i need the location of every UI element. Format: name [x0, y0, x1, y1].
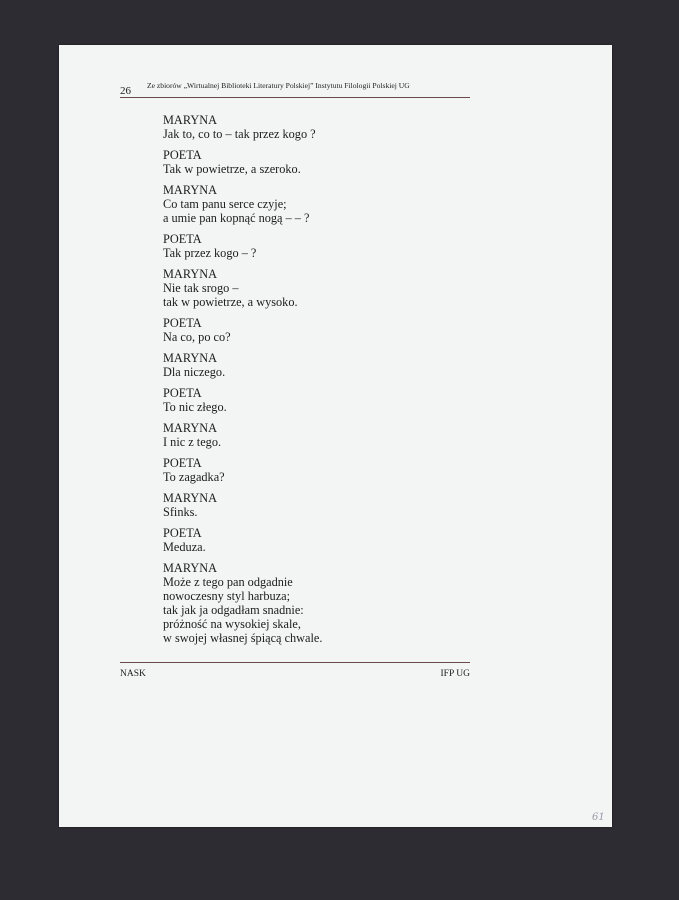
speaker-name: MARYNA — [163, 491, 217, 505]
dialogue-block — [163, 183, 473, 225]
verse-line: próżność na wysokiej skale, — [163, 617, 301, 631]
page-number: 26 — [120, 85, 131, 97]
speaker-name: MARYNA — [163, 183, 217, 197]
verse-line: nowoczesny styl harbuza; — [163, 589, 291, 603]
speaker-name: POETA — [163, 526, 202, 540]
verse-line: Może z tego pan odgadnie — [163, 575, 293, 589]
dialogue-block — [163, 316, 473, 344]
speaker-name: POETA — [163, 386, 202, 400]
speaker-name: MARYNA — [163, 421, 217, 435]
handwritten-page-mark: 61 — [592, 812, 605, 823]
verse-line: Meduza. — [163, 540, 206, 554]
header-title: Ze zbiorów „Wirtualnej Biblioteki Literatury Polskiej” Instytutu Filologii Polskiej UG — [147, 81, 410, 90]
speaker-name: POETA — [163, 456, 202, 470]
verse-line: w swojej własnej śpiącą chwale. — [163, 631, 323, 645]
running-header — [120, 83, 470, 98]
dialogue-block — [163, 232, 473, 260]
footer-rule — [120, 662, 470, 663]
verse-line: To zagadka? — [163, 470, 225, 484]
verse-line: Tak w powietrze, a szeroko. — [163, 162, 301, 176]
speaker-name: MARYNA — [163, 113, 217, 127]
document-page — [59, 45, 612, 827]
verse-line: tak jak ja odgadłam snadnie: — [163, 603, 304, 617]
dialogue-block — [163, 148, 473, 176]
dialogue-text — [163, 113, 473, 652]
dialogue-block — [163, 456, 473, 484]
verse-line: Sfinks. — [163, 505, 198, 519]
verse-line: I nic z tego. — [163, 435, 222, 449]
dialogue-block — [163, 113, 473, 141]
dialogue-block — [163, 491, 473, 519]
speaker-name: POETA — [163, 316, 202, 330]
verse-line: Co tam panu serce czyje; — [163, 197, 287, 211]
footer-right-label: IFP UG — [440, 669, 470, 679]
verse-line: a umie pan kopnąć nogą – – ? — [163, 211, 310, 225]
verse-line: Nie tak srogo – — [163, 281, 239, 295]
verse-line: Tak przez kogo – ? — [163, 246, 257, 260]
dialogue-block — [163, 351, 473, 379]
speaker-name: POETA — [163, 148, 202, 162]
dialogue-block — [163, 386, 473, 414]
dialogue-block — [163, 421, 473, 449]
speaker-name: MARYNA — [163, 267, 217, 281]
speaker-name: POETA — [163, 232, 202, 246]
verse-line: Jak to, co to – tak przez kogo ? — [163, 127, 316, 141]
verse-line: Dla niczego. — [163, 365, 226, 379]
speaker-name: MARYNA — [163, 351, 217, 365]
dialogue-block — [163, 267, 473, 309]
footer-left-label: NASK — [120, 669, 146, 679]
verse-line: tak w powietrze, a wysoko. — [163, 295, 298, 309]
verse-line: To nic złego. — [163, 400, 227, 414]
verse-line: Na co, po co? — [163, 330, 231, 344]
dialogue-block — [163, 561, 473, 645]
dialogue-block — [163, 526, 473, 554]
speaker-name: MARYNA — [163, 561, 217, 575]
